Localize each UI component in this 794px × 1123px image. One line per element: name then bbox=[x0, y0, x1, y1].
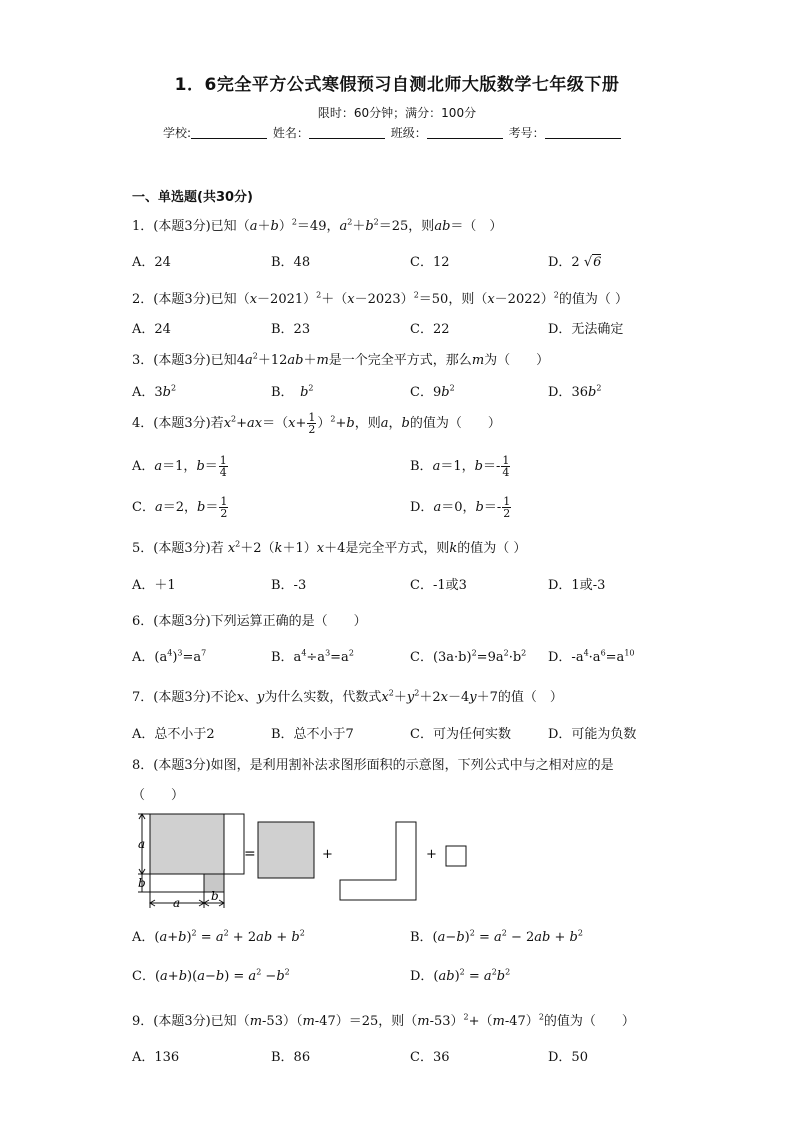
q1-option-b[interactable]: B．48 bbox=[271, 255, 311, 270]
question-1: 1．(本题3分)已知$(a+b)^2=49$，$a^2+b^2=25$，则ab＝（ ） bbox=[132, 217, 503, 234]
exam-no-blank[interactable] bbox=[545, 126, 621, 139]
question-8: 8．(本题3分)如图，是利用割补法求图形面积的示意图，下列公式中与之相对应的是 bbox=[132, 758, 614, 773]
equals-sign: = bbox=[244, 846, 256, 862]
q3-option-b[interactable]: B． $b^2$ bbox=[271, 383, 314, 400]
school-blank[interactable] bbox=[191, 126, 267, 139]
question-7: 7．(本题3分)不论x、y为什么实数，代数式$x^2+y^2+2x-4y+7$的值（ ） bbox=[132, 688, 563, 705]
page-title: 1．6完全平方公式寒假预习自测北师大版数学七年级下册 bbox=[174, 75, 620, 95]
q5-option-c[interactable]: C．-1或3 bbox=[410, 578, 467, 593]
q7-option-a[interactable]: A．总不小于2 bbox=[132, 727, 215, 742]
q7-option-c[interactable]: C．可为任何实数 bbox=[410, 727, 511, 742]
question-3: 3．(本题3分)已知$4a^2+12ab+m$是一个完全平方式，那么m为（ ） bbox=[132, 351, 550, 368]
q5-option-d[interactable]: D．1或-3 bbox=[548, 578, 606, 593]
q3-option-a[interactable]: A．$3b^2$ bbox=[132, 383, 177, 400]
time-score-line: 限时：60分钟；满分：100分 bbox=[317, 106, 477, 120]
label-b-vertical: b bbox=[138, 876, 146, 890]
q4-option-b[interactable]: B．a＝1，b＝- $\frac{1}{4}$ bbox=[410, 454, 510, 479]
q1-option-a[interactable]: A．24 bbox=[132, 255, 171, 270]
q9-option-a[interactable]: A．136 bbox=[132, 1050, 180, 1065]
q8-option-c[interactable]: C．$(a+b)(a-b) = a^2 -b^2$ bbox=[132, 967, 290, 984]
q2-option-d[interactable]: D．无法确定 bbox=[548, 322, 624, 337]
rect-ab-vertical bbox=[224, 814, 244, 874]
q6-option-d[interactable]: D．$-a^4\cdot a^6=a^{10}$ bbox=[548, 648, 635, 665]
question-8-paren: （ ） bbox=[132, 788, 185, 803]
q8-option-b[interactable]: B．$(a-b)^2 = a^2 - 2ab + b^2$ bbox=[410, 928, 583, 945]
q1-option-d[interactable]: D．2 √6 bbox=[548, 255, 602, 270]
school-label: 学校: bbox=[163, 126, 192, 140]
q2-option-c[interactable]: C．22 bbox=[410, 322, 450, 337]
l-shaped-piece bbox=[340, 822, 416, 900]
question-6: 6．(本题3分)下列运算正确的是（ ） bbox=[132, 614, 367, 629]
area-dissection-diagram bbox=[128, 808, 478, 913]
label-a-horizontal: a bbox=[173, 896, 181, 910]
q7-option-d[interactable]: D．可能为负数 bbox=[548, 727, 637, 742]
student-info-line bbox=[163, 124, 643, 141]
q9-option-c[interactable]: C．36 bbox=[410, 1050, 450, 1065]
q2-option-a[interactable]: A．24 bbox=[132, 322, 171, 337]
class-blank[interactable] bbox=[427, 126, 503, 139]
name-blank[interactable] bbox=[309, 126, 385, 139]
q8-option-d[interactable]: D．$(ab)^2 = a^2b^2$ bbox=[410, 967, 511, 984]
q8-option-a[interactable]: A．$(a+b)^2 = a^2 + 2ab + b^2$ bbox=[132, 928, 305, 945]
q9-option-d[interactable]: D．50 bbox=[548, 1050, 588, 1065]
q3-option-d[interactable]: D．$36b^2$ bbox=[548, 383, 602, 400]
plus-sign-1: + bbox=[322, 847, 333, 862]
exam-no-label: 考号： bbox=[508, 126, 545, 140]
q6-option-c[interactable]: C．$(3a\cdot b)^2=9a^2\cdot b^2$ bbox=[410, 648, 527, 665]
q3-option-c[interactable]: C．$9b^2$ bbox=[410, 383, 455, 400]
question-4: 4．(本题3分)若$x^2+ax=(x+$ $\frac{1}{2}$ ）$^2$+b，则a，b的值为（ ） bbox=[132, 411, 501, 436]
q7-option-b[interactable]: B．总不小于7 bbox=[271, 727, 354, 742]
q5-option-a[interactable]: A．＋1 bbox=[132, 578, 176, 593]
q4-option-c[interactable]: C．a＝2，b＝ $\frac{1}{2}$ bbox=[132, 495, 228, 520]
section-heading: 一、单选题(共30分) bbox=[132, 190, 253, 205]
square-b-piece bbox=[446, 846, 466, 866]
name-label: 姓名： bbox=[272, 126, 309, 140]
q6-option-b[interactable]: B．$a^4\div a^3=a^2$ bbox=[271, 648, 354, 665]
class-label: 班级： bbox=[390, 126, 427, 140]
plus-sign-2: + bbox=[426, 847, 437, 862]
q1-option-c[interactable]: C．12 bbox=[410, 255, 450, 270]
q4-option-d[interactable]: D．a＝0，b＝- $\frac{1}{2}$ bbox=[410, 495, 511, 520]
square-a-shaded bbox=[150, 814, 224, 874]
label-a-vertical: a bbox=[138, 837, 146, 851]
question-9: 9．(本题3分)已知（m-53）（m-47）＝25，则$(m-53)^2+(m-47)^2$的值为（ ） bbox=[132, 1012, 635, 1029]
q6-option-a[interactable]: A．$(a^4)^3=a^7$ bbox=[132, 648, 207, 665]
question-5: 5．(本题3分)若 $x^2+2(k+1)x+4$是完全平方式，则k的值为（ ） bbox=[132, 539, 527, 556]
square-a-piece bbox=[258, 822, 314, 878]
q9-option-b[interactable]: B．86 bbox=[271, 1050, 311, 1065]
q4-option-a[interactable]: A．a＝1，b＝ $\frac{1}{4}$ bbox=[132, 454, 227, 479]
question-2: 2．(本题3分)已知$(x-2021)^2+(x-2023)^2=50$，则$(x-2022)^2$的值为（ ） bbox=[132, 290, 628, 307]
label-b-horizontal: b bbox=[211, 889, 219, 903]
q2-option-b[interactable]: B．23 bbox=[271, 322, 311, 337]
q5-option-b[interactable]: B．-3 bbox=[271, 578, 307, 593]
